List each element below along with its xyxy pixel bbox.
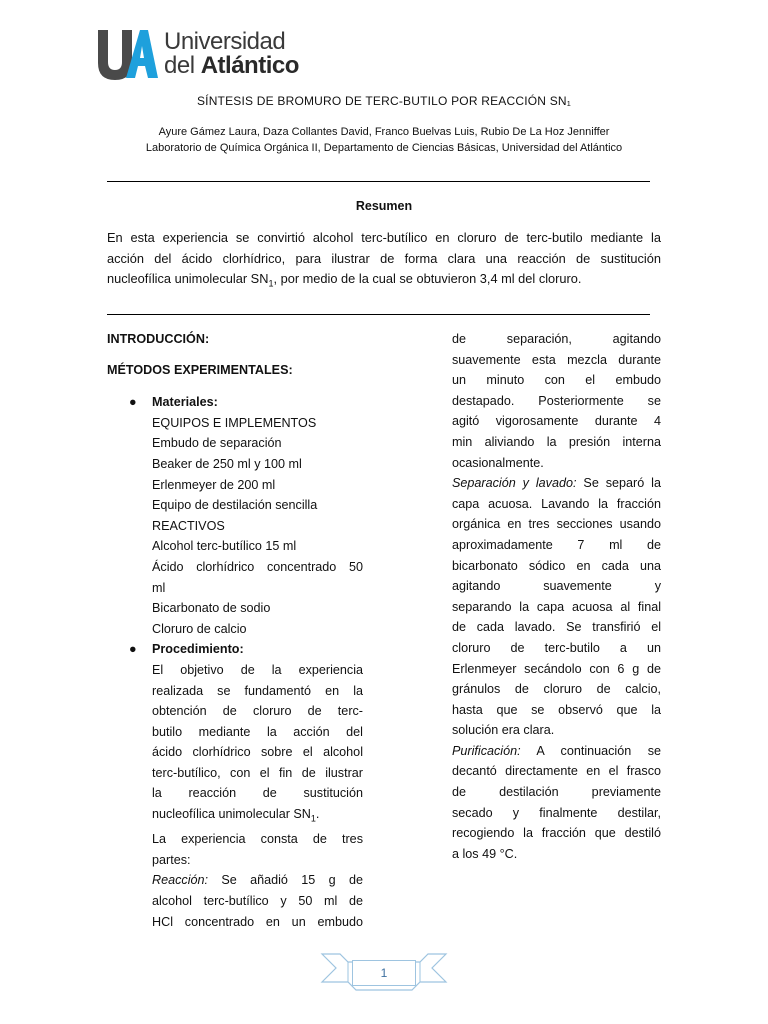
list-item: Cloruro de calcio — [152, 621, 247, 636]
left-column — [107, 329, 363, 932]
list-item: Alcohol terc-butílico 15 ml — [152, 539, 297, 554]
paragraph-line: hasta que se observó que la — [452, 702, 661, 717]
bullet-icon: ● — [129, 395, 137, 410]
right-column — [452, 329, 661, 864]
paragraph-line: terc-butílico, con el fin de ilustrar — [152, 765, 363, 780]
page-number: 1 — [352, 960, 416, 986]
paragraph-line: agitó vigorosamente durante 4 — [452, 414, 661, 429]
list-item: Equipo de destilación sencilla — [152, 498, 318, 513]
logo-line-universidad: Universidad — [164, 28, 286, 55]
paragraph-line: ocasionalmente. — [452, 455, 544, 470]
paragraph-line: Erlenmeyer secándolo con 6 g de — [452, 661, 661, 676]
paragraph-line: de separación, agitando — [452, 332, 661, 346]
paragraph-line: la reacción de sustitución — [152, 786, 363, 801]
bullet-procedimiento — [107, 639, 363, 660]
paragraph-line: capa acuosa. Lavando la fracción — [452, 496, 661, 511]
paragraph-line: solución era clara. — [452, 723, 555, 738]
paragraph-line: destapado. Posteriormente se — [452, 393, 661, 408]
divider-top — [107, 181, 650, 182]
paragraph-line: separando la capa acuosa al final — [452, 599, 661, 614]
paragraph-line: de cada lavado. Se transfirió el — [452, 620, 661, 635]
author-block — [0, 124, 768, 156]
list-heading: EQUIPOS E IMPLEMENTOS — [152, 415, 317, 430]
paragraph-line: a los 49 °C. — [452, 846, 518, 861]
divider-bottom — [107, 314, 650, 315]
abstract-line: nucleofílica unimolecular $SN_1$, por medio de la cual se obtuvieron 3,4 ml del cloruro. — [107, 271, 582, 289]
section-heading-introduccion: INTRODUCCIÓN: — [107, 332, 210, 346]
paragraph-line: de destilación previamente — [452, 785, 661, 800]
paragraph-line: Purificación: A continuación se — [452, 743, 661, 758]
paragraph-line: nucleofílica unimolecular $SN_1$. — [152, 807, 320, 824]
bullet-materiales — [107, 392, 363, 413]
paragraph-line: secado y finalmente destilar, — [452, 805, 661, 820]
list-item: Embudo de separación — [152, 436, 282, 451]
paragraph-line: La experiencia consta de tres — [152, 832, 363, 847]
abstract-line: En esta experiencia se convirtió alcohol terc-butílico en cloruro de terc-butilo mediante la — [107, 230, 661, 245]
document-title: SÍNTESIS DE BROMURO DE TERC-BUTILO POR REACCIÓN SN₁ — [196, 94, 572, 108]
ua-logo-mark-icon — [96, 28, 158, 80]
paragraph-line: recogiendo la fracción que destiló — [452, 826, 661, 841]
label-separacion: Separación y lavado: — [452, 476, 577, 491]
paragraph-line: aproximadamente 7 ml de — [452, 537, 661, 552]
bullet-icon: ● — [129, 642, 137, 657]
abstract-line: acción del ácido clorhídrico, para ilustrar de forma clara una reacción de sustitución — [107, 250, 661, 266]
list-heading: REACTIVOS — [152, 518, 225, 533]
paragraph-line: alcohol terc-butílico y 50 ml de — [152, 893, 363, 908]
paragraph-line: HCl concentrado en un embudo — [152, 914, 363, 929]
logo-wordmark — [164, 30, 404, 78]
paragraph-line: realizada se fundamentó en la — [152, 683, 363, 698]
list-item: Beaker de 250 ml y 100 ml — [152, 456, 302, 471]
paragraph-line: butilo mediante la acción del — [152, 724, 363, 739]
paragraph-line: suavemente esta mezcla durante — [452, 352, 661, 367]
paragraph-line: El objetivo de la experiencia — [152, 662, 363, 677]
paragraph-line: Separación y lavado: Se separó la — [452, 476, 661, 491]
paragraph-line: partes: — [152, 852, 191, 867]
section-heading-metodos: MÉTODOS EXPERIMENTALES: — [107, 362, 293, 377]
subheading-materiales: Materiales: — [152, 395, 218, 410]
list-item: Bicarbonato de sodio — [152, 601, 271, 616]
paragraph-line: bicarbonato sódico en cada una — [452, 558, 661, 573]
list-item: Erlenmeyer de 200 ml — [152, 477, 276, 492]
paragraph-line: cloruro de terc-butilo a un — [452, 640, 661, 655]
paragraph-line: decantó directamente en el frasco — [452, 764, 661, 779]
label-purificacion: Purificación: — [452, 743, 521, 758]
list-item: ml — [152, 580, 166, 595]
list-item: Ácido clorhídrico concentrado 50 — [152, 559, 363, 574]
affiliation: Laboratorio de Química Orgánica II, Departamento de Ciencias Básicas, Universidad del Atlántico — [145, 142, 623, 154]
logo-line-atlantico: del Atlántico — [164, 52, 299, 79]
paragraph-line: obtención de cloruro de terc- — [152, 704, 363, 719]
paragraph-line: min aliviando la presión interna — [452, 434, 661, 449]
paragraph-line: orgánica en tres secciones usando — [452, 517, 661, 532]
abstract-heading: Resumen — [355, 199, 413, 213]
paragraph-line: Reacción: Se añadió 15 g de — [152, 873, 363, 888]
paragraph-line: ácido clorhídrico sobre el alcohol — [152, 745, 363, 760]
label-reaccion: Reacción: — [152, 873, 209, 888]
paragraph-line: un minuto con el embudo — [452, 373, 661, 388]
paragraph-line: agitando suavemente y — [452, 579, 661, 594]
paragraph-line: gránulos de cloruro de calcio, — [452, 682, 661, 697]
subheading-procedimiento: Procedimiento: — [152, 642, 244, 657]
abstract — [107, 228, 661, 294]
authors: Ayure Gámez Laura, Daza Collantes David, Franco Buelvas Luis, Rubio De La Hoz Jenniffer — [158, 126, 610, 138]
